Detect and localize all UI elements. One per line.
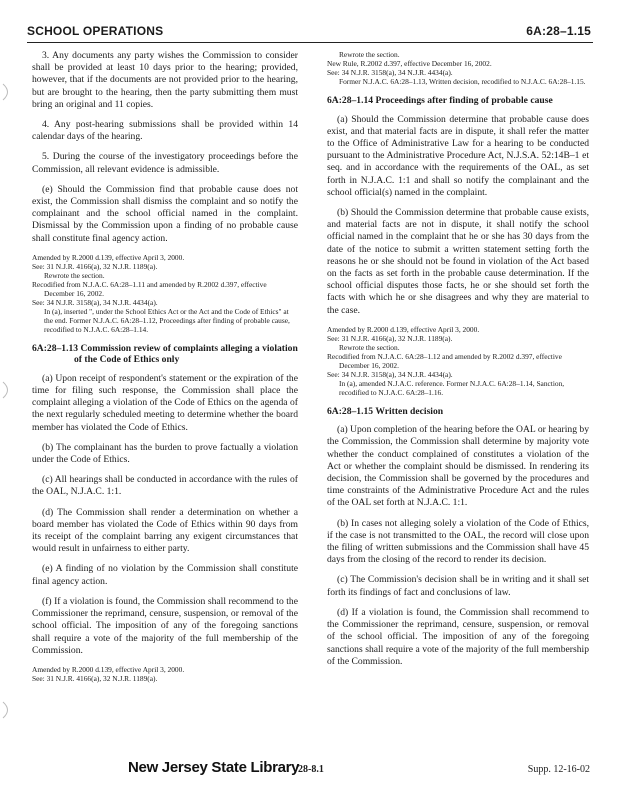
history-note-line: Rewrote the section. — [44, 270, 105, 280]
section-heading: 6A:28–1.15 Written decision — [327, 405, 444, 417]
history-note-line: See: 34 N.J.R. 3158(a), 34 N.J.R. 4434(a). — [327, 68, 453, 77]
paragraph: (e) Should the Commission find that probable cause does not exist, the Commission shall dismiss the complaint and so notify the complainant and the school official named in the complaint. Dismissal by the Commission upon a finding of no probable cause shall constitute final agency action. — [32, 183, 298, 244]
history-note — [327, 50, 589, 86]
page-number: 28-8.1 — [298, 764, 324, 775]
binder-mark-icon — [0, 380, 14, 400]
library-stamp: New Jersey State Library — [128, 759, 300, 776]
paragraph: (e) A finding of no violation by the Commission shall constitute final agency action. — [32, 563, 298, 587]
history-note-line: Rewrote the section. — [339, 50, 400, 59]
paragraph: (d) If a violation is found, the Commission shall recommend to the Commissioner the reprimand, censure, suspension, or removal of the school official. The imposition of any of the foregoing sanctions shall require a vote of the majority of the full membership of the Commission. — [327, 606, 589, 667]
history-note-line: Recodified from N.J.A.C. 6A:28–1.11 and amended by R.2002 d.397, effective December 16, 2002. — [32, 279, 267, 298]
paragraph: (b) Should the Commission determine that probable cause exists, and material facts are not in dispute, it shall notify the school official named in the complaint that he or she has 30 days from the date of the notice to submit a written statement setting forth the reasons he or she should not be found in violation of the Act based on the facts as set forth in the probable cause determination. If the school official disputes those facts, he or she should set forth the facts with which he or she disagrees and why they are material to the case. — [327, 206, 589, 316]
history-note-line: Rewrote the section. — [339, 342, 400, 352]
history-note-line: See: 31 N.J.R. 4166(a), 32 N.J.R. 1189(a). — [327, 333, 453, 343]
history-note-line: See: 34 N.J.R. 3158(a), 34 N.J.R. 4434(a). — [32, 297, 158, 307]
paragraph: (c) All hearings shall be conducted in accordance with the rules of the OAL, N.J.A.C. 1:1. — [32, 474, 298, 498]
history-note — [327, 325, 589, 397]
history-note-line: Amended by R.2000 d.139, effective April 3, 2000. — [32, 252, 185, 262]
header-rule — [27, 42, 593, 43]
paragraph: 3. Any documents any party wishes the Commission to consider shall be provided at least 10 days prior to the hearing; provided, however, that if the documents are not provided prior to the hearing, but are brought to the hearing, then the party submitting them must bring an original and 11 copies. — [32, 50, 298, 110]
binder-mark-icon — [0, 82, 14, 102]
history-note — [32, 253, 298, 334]
history-note-line: See: 34 N.J.R. 3158(a), 34 N.J.R. 4434(a). — [327, 369, 453, 379]
paragraph: (a) Upon completion of the hearing before the OAL or hearing by the Commission, the Commission shall determine by majority vote whether the conduct complained of constitutes a violation of the Act or whether the complaint should be dismissed. In rendering its decision, the Commission shall be governed by the procedures and time constraints of the Administrative Procedure Act and the rules of the OAL set forth at N.J.A.C. 1:1. — [327, 424, 589, 509]
paragraph: 5. During the course of the investigatory proceedings before the Commission, all relevant evidence is admissible. — [32, 151, 298, 175]
paragraph: (f) If a violation is found, the Commission shall recommend to the Commissioner the reprimand, censure, suspension, or removal of the school official. The imposition of any of the foregoing sanctions shall require a vote of the majority of the full membership of the Commission. — [32, 595, 298, 656]
paragraph: (a) Should the Commission determine that probable cause does exist, and that material facts are in dispute, it shall refer the matter to the Office of Administrative Law for a hearing to be conducted pursuant to the Administrative Procedure Act, N.J.S.A. 52:14B–1 et seq. and in accordance with the requirements of the OAL, as set forth in N.J.A.C. 1:1 and shall so notify the complainant and the school official(s) named in the complaint. — [327, 113, 589, 198]
left-column — [32, 50, 298, 692]
history-note-line: In (a), amended N.J.A.C. reference. Former N.J.A.C. 6A:28–1.14, Sanction, recodified to N.J.A.C. 6A:28–1.16. — [339, 378, 565, 397]
history-note-line: Amended by R.2000 d.139, effective April 3, 2000. — [32, 664, 185, 674]
section-heading: 6A:28–1.14 Proceedings after finding of probable cause — [327, 95, 553, 106]
history-note — [32, 665, 298, 683]
section-heading: 6A:28–1.13 Commission review of complaints alleging a violation of the Code of Ethics only — [32, 342, 298, 366]
running-header-section: 6A:28–1.15 — [526, 24, 591, 38]
history-note-line: New Rule, R.2002 d.397, effective December 16, 2002. — [327, 59, 492, 68]
paragraph: (d) The Commission shall render a determination on whether a board member has violated the Code of Ethics within 90 days from its receipt of the complaint barring any exigent circumstances that would result in unfairness to either party. — [32, 506, 298, 555]
paragraph: (c) The Commission's decision shall be in writing and it shall set forth its findings of fact and conclusions of law. — [327, 574, 589, 598]
history-note-line: Former N.J.A.C. 6A:28–1.13, Written decision, recodified to N.J.A.C. 6A:28–1.15. — [339, 77, 586, 86]
history-note-line: Recodified from N.J.A.C. 6A:28–1.12 and amended by R.2002 d.397, effective December 16, 2002. — [327, 351, 562, 370]
paragraph: (b) The complainant has the burden to prove factually a violation under the Code of Ethics. — [32, 441, 298, 466]
binder-mark-icon — [0, 700, 14, 720]
paragraph: (a) Upon receipt of respondent's statement or the expiration of the time for filing such response, the Commission shall place the complaint alleging a violation of the Code of Ethics on the agenda of the next regularly scheduled meeting to determine whether the board member has violated the Code of Ethics. — [32, 372, 298, 433]
supplement-date: Supp. 12-16-02 — [527, 764, 590, 775]
history-note-line: Amended by R.2000 d.139, effective April 3, 2000. — [327, 324, 480, 334]
paragraph: 4. Any post-hearing submissions shall be provided within 14 calendar days of the hearing. — [32, 119, 298, 143]
history-note-line: In (a), inserted ", under the School Ethics Act or the Act and the Code of Ethics" at the end. Former N.J.A.C. 6A:28–1.12, Proceedings after finding of probable cause, recodified to N.J.A.C. 6A:28–1.14. — [44, 306, 290, 334]
running-header-title: SCHOOL OPERATIONS — [27, 24, 164, 38]
history-note-line: See: 31 N.J.R. 4166(a), 32 N.J.R. 1189(a). — [32, 673, 158, 683]
paragraph: (b) In cases not alleging solely a violation of the Code of Ethics, if the case is not transmitted to the OAL, the record will close upon the filing of written submissions and the Commission shall have 45 days from the closing of the record to render its decision. — [327, 517, 589, 566]
right-column — [327, 50, 589, 676]
history-note-line: See: 31 N.J.R. 4166(a), 32 N.J.R. 1189(a). — [32, 261, 158, 271]
